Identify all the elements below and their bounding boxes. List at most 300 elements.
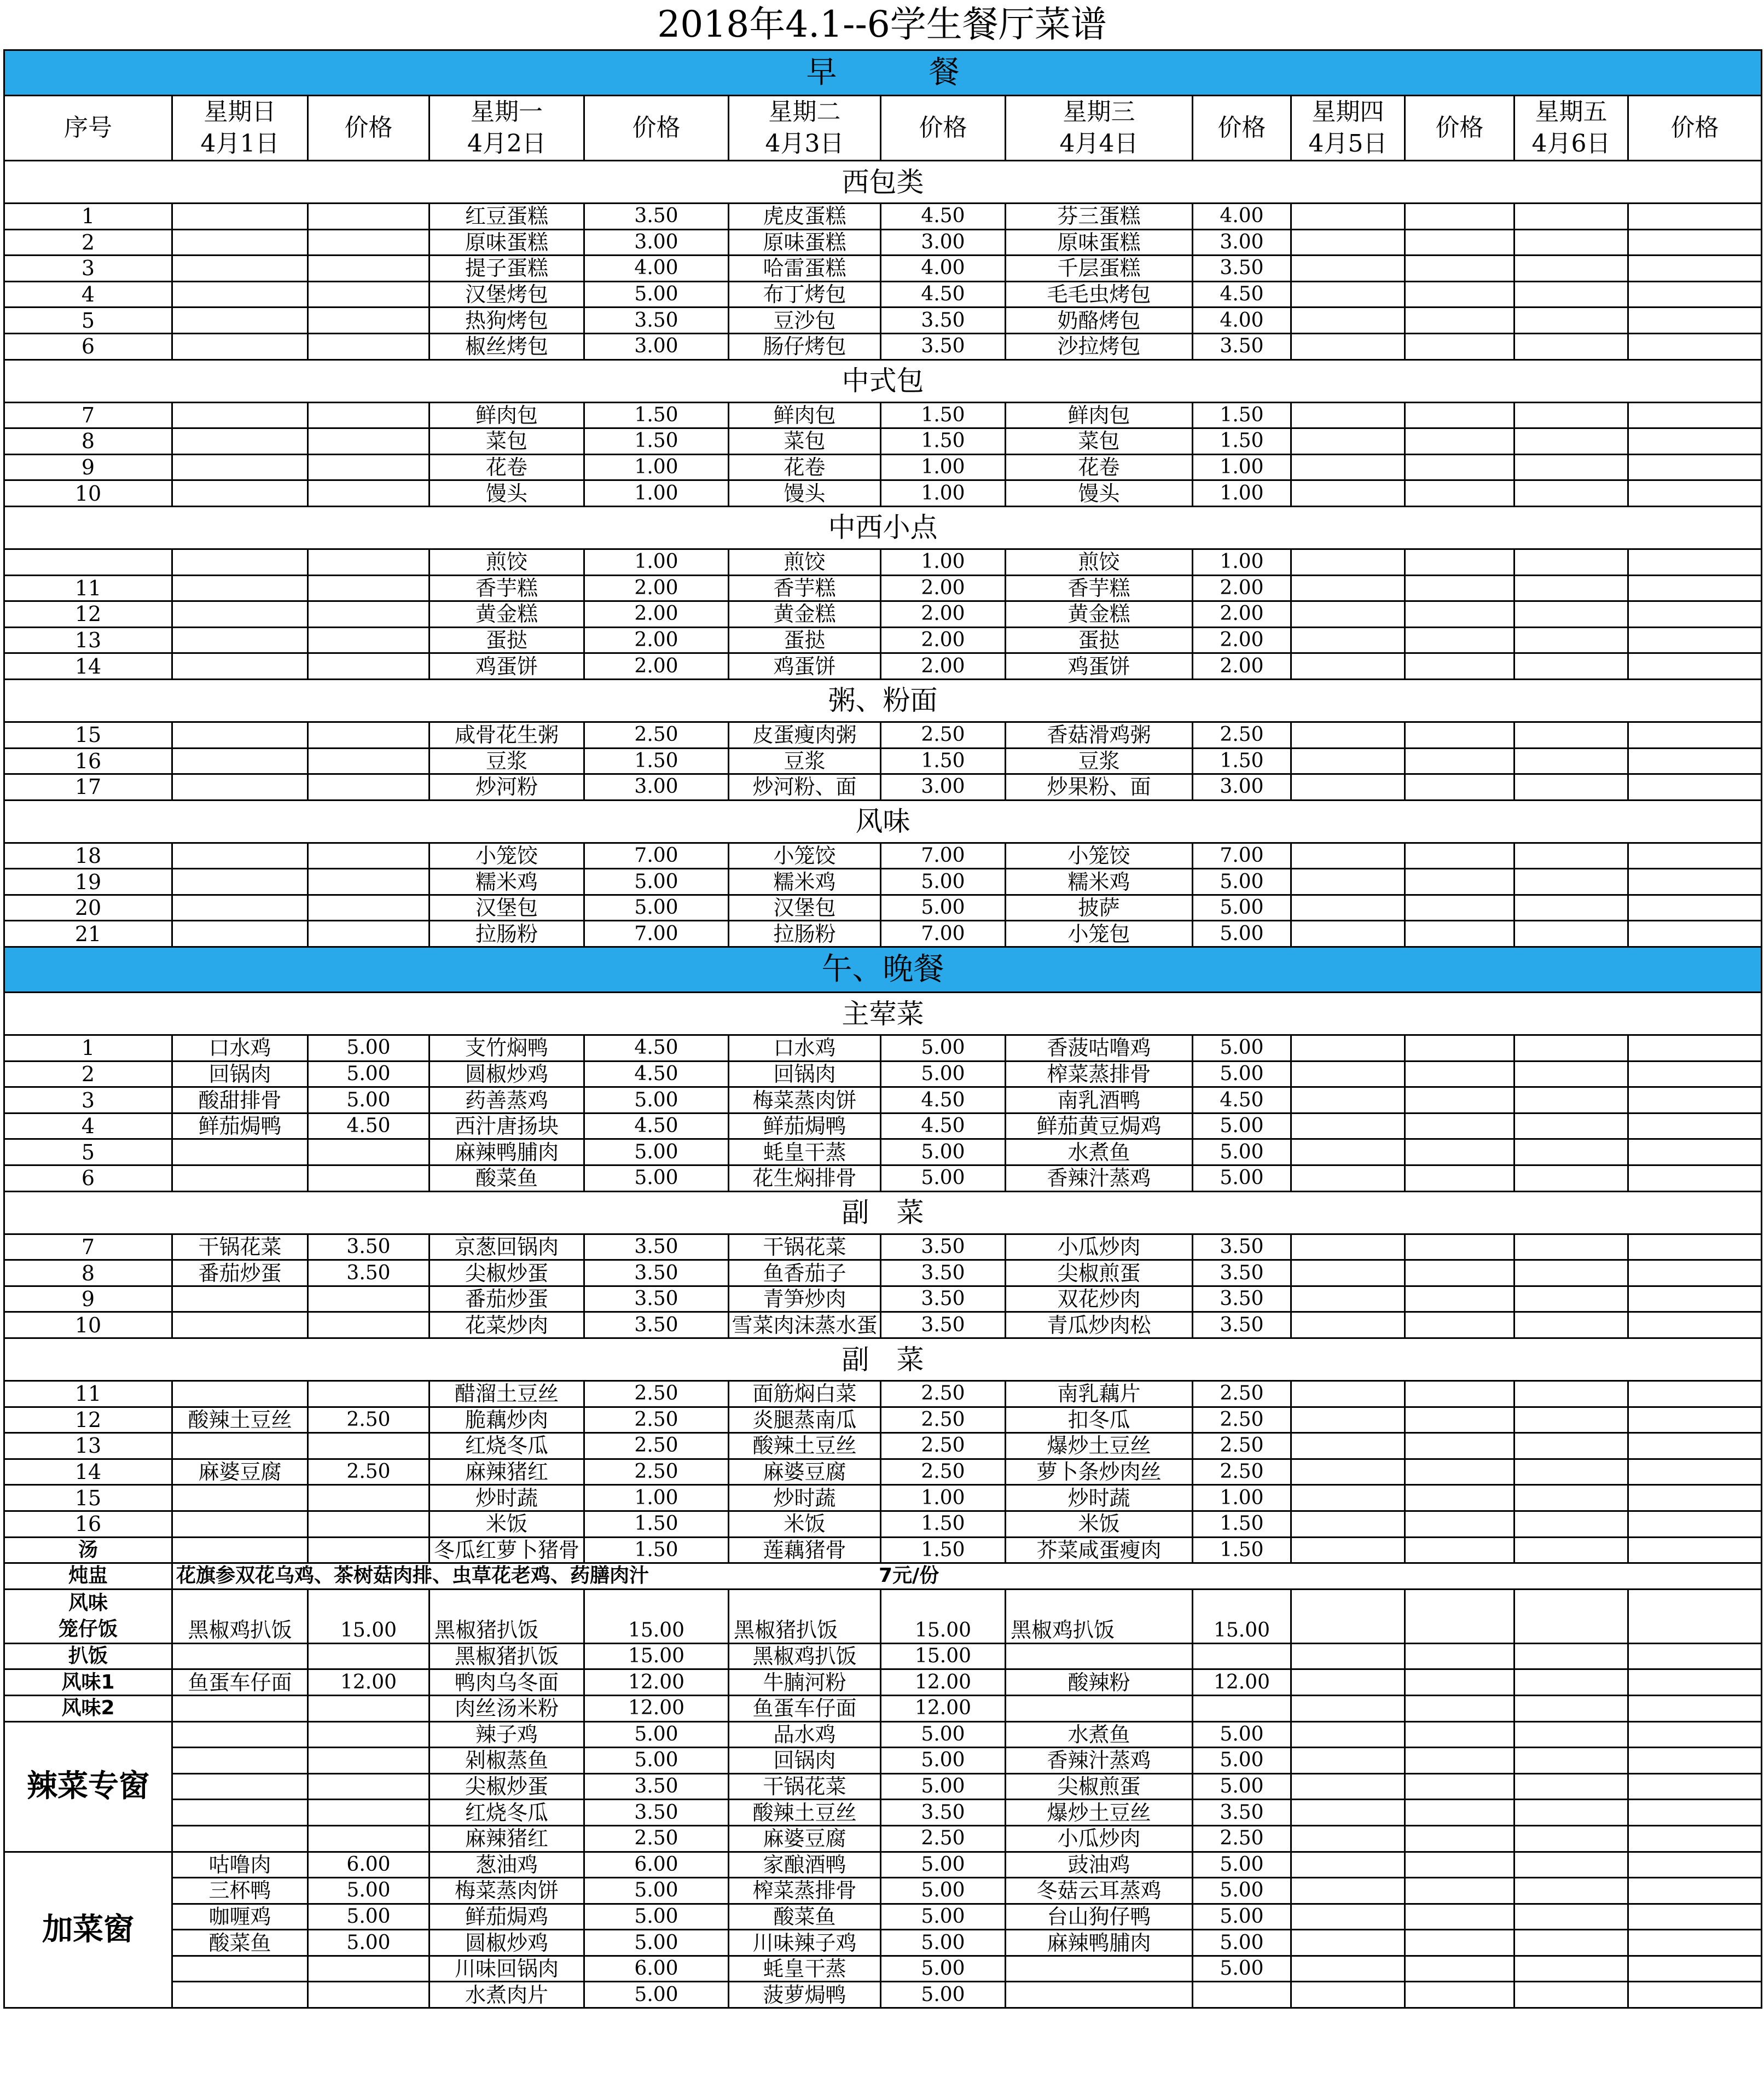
dish-cell: 川味辣子鸡 xyxy=(729,1930,881,1956)
dish-cell xyxy=(172,653,308,680)
dish-cell: 花生焖排骨 xyxy=(729,1165,881,1192)
header-row xyxy=(4,96,1762,161)
seq-cell: 12 xyxy=(4,601,172,628)
dish-cell: 糯米鸡 xyxy=(1006,869,1193,895)
dish-cell: 冬菇云耳蒸鸡 xyxy=(1006,1878,1193,1904)
seq-cell: 14 xyxy=(4,1459,172,1485)
price-cell xyxy=(308,1773,430,1800)
flavor2-row xyxy=(4,1695,1762,1721)
price-cell: 4.50 xyxy=(1193,281,1291,308)
empty-cell xyxy=(1628,1930,1762,1956)
empty-cell xyxy=(1628,281,1762,308)
flavor-label-2: 笼仔饭 xyxy=(58,1617,118,1640)
empty-cell xyxy=(1291,1407,1405,1433)
price-cell: 5.00 xyxy=(881,1878,1006,1904)
empty-cell xyxy=(1405,333,1515,359)
empty-cell xyxy=(1291,653,1405,680)
empty-cell xyxy=(1628,601,1762,628)
empty-cell xyxy=(1515,1800,1628,1826)
empty-cell xyxy=(1628,1643,1762,1669)
header-day-name: 星期四 xyxy=(1312,98,1384,126)
empty-cell xyxy=(1405,653,1515,680)
price-cell: 2.50 xyxy=(881,1825,1006,1852)
meal-band-lunch xyxy=(4,947,1762,993)
table-row xyxy=(4,229,1762,256)
price-cell xyxy=(308,1695,430,1721)
dish-cell: 香辣汁蒸鸡 xyxy=(1006,1165,1193,1192)
empty-cell xyxy=(1515,869,1628,895)
empty-cell xyxy=(1628,748,1762,774)
seq-cell: 14 xyxy=(4,653,172,680)
price-cell: 5.00 xyxy=(881,1773,1006,1800)
dish-cell xyxy=(172,281,308,308)
table-row xyxy=(4,428,1762,455)
price-cell: 5.00 xyxy=(1193,1113,1291,1139)
dish-cell: 支竹焖鸭 xyxy=(430,1035,584,1062)
dish-cell: 花菜炒肉 xyxy=(430,1312,584,1338)
price-cell: 5.00 xyxy=(1193,1748,1291,1774)
price-cell xyxy=(308,1800,430,1826)
dish-cell: 干锅花菜 xyxy=(729,1234,881,1260)
empty-cell xyxy=(1291,480,1405,507)
empty-cell xyxy=(1628,1485,1762,1511)
dish-cell: 黑椒鸡扒饭 xyxy=(172,1589,308,1643)
price-cell: 3.50 xyxy=(881,1260,1006,1286)
empty-cell xyxy=(1628,256,1762,282)
empty-cell xyxy=(1515,480,1628,507)
price-cell: 1.00 xyxy=(584,549,729,575)
flavor-label-3: 扒饭 xyxy=(4,1643,172,1669)
section-title: 副 菜 xyxy=(4,1338,1762,1381)
flavor-label xyxy=(4,1589,172,1643)
empty-cell xyxy=(1405,1286,1515,1312)
dish-cell: 馒头 xyxy=(729,480,881,507)
empty-cell xyxy=(1291,1312,1405,1338)
dish-cell: 馒头 xyxy=(1006,480,1193,507)
price-cell xyxy=(308,1643,430,1669)
price-cell: 2.50 xyxy=(1193,1381,1291,1407)
dish-cell: 毛毛虫烤包 xyxy=(1006,281,1193,308)
empty-cell xyxy=(1628,1537,1762,1563)
price-cell: 1.50 xyxy=(584,428,729,455)
dish-cell: 汉堡烤包 xyxy=(430,281,584,308)
empty-cell xyxy=(1291,843,1405,869)
price-cell: 5.00 xyxy=(881,1930,1006,1956)
dish-cell: 小笼饺 xyxy=(1006,843,1193,869)
price-cell: 7.00 xyxy=(584,921,729,947)
dish-cell: 辣子鸡 xyxy=(430,1721,584,1748)
dish-cell xyxy=(172,774,308,801)
header-day-name: 星期五 xyxy=(1535,98,1608,126)
price-cell xyxy=(308,204,430,230)
price-cell: 5.00 xyxy=(584,281,729,308)
empty-cell xyxy=(1291,454,1405,480)
dish-cell: 酸菜鱼 xyxy=(729,1904,881,1930)
empty-cell xyxy=(1628,1113,1762,1139)
price-cell: 2.50 xyxy=(1193,1459,1291,1485)
empty-cell xyxy=(1405,774,1515,801)
price-cell: 4.00 xyxy=(584,256,729,282)
table-row xyxy=(4,774,1762,801)
empty-cell xyxy=(1515,1407,1628,1433)
empty-cell xyxy=(1291,1165,1405,1192)
dish-cell: 香菇滑鸡粥 xyxy=(1006,722,1193,748)
price-cell: 12.00 xyxy=(584,1669,729,1696)
price-cell: 5.00 xyxy=(584,1087,729,1113)
table-row xyxy=(4,1312,1762,1338)
header-day-name: 星期三 xyxy=(1063,98,1135,126)
empty-cell xyxy=(1291,1669,1405,1696)
header-day-3 xyxy=(1006,96,1193,161)
table-row xyxy=(4,256,1762,282)
empty-cell xyxy=(1515,748,1628,774)
price-cell: 5.00 xyxy=(308,1904,430,1930)
dish-cell: 红烧冬瓜 xyxy=(430,1433,584,1459)
empty-cell xyxy=(1515,627,1628,653)
dish-cell: 披萨 xyxy=(1006,895,1193,921)
dish-cell xyxy=(172,1721,308,1748)
dish-cell: 黑椒猪扒饭 xyxy=(729,1589,881,1643)
empty-cell xyxy=(1405,575,1515,601)
seq-cell: 16 xyxy=(4,1511,172,1537)
table-row xyxy=(4,653,1762,680)
price-cell: 5.00 xyxy=(881,1748,1006,1774)
empty-cell xyxy=(1628,308,1762,334)
price-cell xyxy=(308,1537,430,1563)
empty-cell xyxy=(1291,1485,1405,1511)
price-cell xyxy=(308,480,430,507)
empty-cell xyxy=(1405,1852,1515,1878)
price-cell xyxy=(308,653,430,680)
header-day-2 xyxy=(729,96,881,161)
dish-cell: 肉丝汤米粉 xyxy=(430,1695,584,1721)
price-cell xyxy=(308,428,430,455)
seq-cell: 11 xyxy=(4,575,172,601)
empty-cell xyxy=(1405,204,1515,230)
empty-cell xyxy=(1291,601,1405,628)
header-day-date: 4月2日 xyxy=(467,130,546,158)
price-cell: 3.50 xyxy=(881,308,1006,334)
price-cell: 2.00 xyxy=(881,653,1006,680)
table-row xyxy=(4,308,1762,334)
section-row xyxy=(4,993,1762,1035)
price-cell: 5.00 xyxy=(881,895,1006,921)
dish-cell: 榨菜蒸排骨 xyxy=(1006,1061,1193,1087)
price-cell: 3.50 xyxy=(881,1800,1006,1826)
seq-cell: 13 xyxy=(4,1433,172,1459)
seq-cell: 20 xyxy=(4,895,172,921)
empty-cell xyxy=(1515,921,1628,947)
price-cell: 4.50 xyxy=(584,1113,729,1139)
empty-cell xyxy=(1628,1381,1762,1407)
empty-cell xyxy=(1515,1286,1628,1312)
empty-cell xyxy=(1515,653,1628,680)
section-title: 粥、粉面 xyxy=(4,679,1762,722)
dish-cell xyxy=(172,454,308,480)
dish-cell xyxy=(172,627,308,653)
empty-cell xyxy=(1291,281,1405,308)
price-cell: 5.00 xyxy=(1193,1904,1291,1930)
dish-cell: 酸菜鱼 xyxy=(172,1930,308,1956)
dish-cell: 麻辣猪红 xyxy=(430,1459,584,1485)
empty-cell xyxy=(1405,1485,1515,1511)
dish-cell xyxy=(172,843,308,869)
empty-cell xyxy=(1291,1433,1405,1459)
price-cell: 2.00 xyxy=(881,575,1006,601)
dish-cell: 沙拉烤包 xyxy=(1006,333,1193,359)
empty-cell xyxy=(1628,204,1762,230)
empty-cell xyxy=(1405,308,1515,334)
dish-cell xyxy=(172,204,308,230)
seq-cell: 4 xyxy=(4,281,172,308)
spicy-row xyxy=(4,1800,1762,1826)
price-cell: 15.00 xyxy=(584,1643,729,1669)
table-row xyxy=(4,333,1762,359)
dish-cell xyxy=(172,1537,308,1563)
empty-cell xyxy=(1515,229,1628,256)
dish-cell: 红烧冬瓜 xyxy=(430,1800,584,1826)
price-cell: 3.50 xyxy=(881,1286,1006,1312)
seq-cell: 5 xyxy=(4,1139,172,1165)
dish-cell xyxy=(172,1643,308,1669)
empty-cell xyxy=(1515,722,1628,748)
price-cell: 15.00 xyxy=(881,1589,1006,1643)
price-cell xyxy=(308,575,430,601)
dish-cell xyxy=(172,1433,308,1459)
dish-cell xyxy=(172,480,308,507)
seq-cell: 13 xyxy=(4,627,172,653)
table-row xyxy=(4,454,1762,480)
empty-cell xyxy=(1291,1286,1405,1312)
price-cell: 12.00 xyxy=(881,1695,1006,1721)
table-row xyxy=(4,895,1762,921)
dish-cell: 豆浆 xyxy=(1006,748,1193,774)
empty-cell xyxy=(1628,774,1762,801)
price-cell xyxy=(308,1721,430,1748)
empty-cell xyxy=(1515,1930,1628,1956)
price-cell xyxy=(308,1312,430,1338)
table-row xyxy=(4,1234,1762,1260)
dish-cell: 回锅肉 xyxy=(729,1748,881,1774)
price-cell xyxy=(308,549,430,575)
dish-cell: 口水鸡 xyxy=(172,1035,308,1062)
section-title: 西包类 xyxy=(4,161,1762,204)
empty-cell xyxy=(1515,1381,1628,1407)
price-cell: 3.50 xyxy=(1193,1800,1291,1826)
empty-cell xyxy=(1628,1286,1762,1312)
dish-cell: 黑椒猪扒饭 xyxy=(430,1643,584,1669)
empty-cell xyxy=(1515,1433,1628,1459)
price-cell: 3.50 xyxy=(584,1234,729,1260)
dish-cell: 鲜茄黄豆焗鸡 xyxy=(1006,1113,1193,1139)
price-cell xyxy=(1193,1695,1291,1721)
empty-cell xyxy=(1405,256,1515,282)
price-cell: 5.00 xyxy=(1193,1852,1291,1878)
empty-cell xyxy=(1291,1139,1405,1165)
price-cell: 5.00 xyxy=(308,1061,430,1087)
seq-cell: 3 xyxy=(4,256,172,282)
price-cell: 2.50 xyxy=(584,1433,729,1459)
empty-cell xyxy=(1291,1381,1405,1407)
price-cell: 12.00 xyxy=(1193,1669,1291,1696)
dish-cell xyxy=(172,402,308,428)
dish-cell xyxy=(172,601,308,628)
empty-cell xyxy=(1515,1113,1628,1139)
dish-cell: 花卷 xyxy=(729,454,881,480)
empty-cell xyxy=(1628,869,1762,895)
flavor1-row xyxy=(4,1669,1762,1696)
empty-cell xyxy=(1628,1087,1762,1113)
extra-row xyxy=(4,1956,1762,1982)
table-row xyxy=(4,1113,1762,1139)
spicy-window-label: 辣菜专窗 xyxy=(4,1721,172,1852)
table-row xyxy=(4,869,1762,895)
price-cell: 2.00 xyxy=(1193,601,1291,628)
header-day-date: 4月6日 xyxy=(1531,130,1611,158)
empty-cell xyxy=(1628,722,1762,748)
price-cell xyxy=(308,1286,430,1312)
empty-cell xyxy=(1405,1260,1515,1286)
dish-cell: 香菠咕噜鸡 xyxy=(1006,1035,1193,1062)
dish-cell xyxy=(1006,1982,1193,2008)
price-cell: 3.00 xyxy=(584,333,729,359)
dish-cell: 家酿酒鸭 xyxy=(729,1852,881,1878)
empty-cell xyxy=(1515,1982,1628,2008)
empty-cell xyxy=(1405,1748,1515,1774)
empty-cell xyxy=(1628,1773,1762,1800)
price-cell: 5.00 xyxy=(1193,1035,1291,1062)
stew-row xyxy=(4,1563,1762,1590)
empty-cell xyxy=(1291,1061,1405,1087)
empty-cell xyxy=(1405,1061,1515,1087)
seq-cell: 7 xyxy=(4,402,172,428)
dish-cell: 酸甜排骨 xyxy=(172,1087,308,1113)
dish-cell: 蚝皇干蒸 xyxy=(729,1139,881,1165)
empty-cell xyxy=(1405,1459,1515,1485)
price-cell: 2.00 xyxy=(584,575,729,601)
seq-cell: 5 xyxy=(4,308,172,334)
price-cell xyxy=(308,1982,430,2008)
dish-cell: 麻辣鸭脯肉 xyxy=(1006,1930,1193,1956)
dish-cell: 水煮鱼 xyxy=(1006,1139,1193,1165)
table-row xyxy=(4,1381,1762,1407)
empty-cell xyxy=(1515,549,1628,575)
empty-cell xyxy=(1291,1800,1405,1826)
dish-cell: 豉油鸡 xyxy=(1006,1852,1193,1878)
empty-cell xyxy=(1291,333,1405,359)
price-cell: 3.50 xyxy=(584,1260,729,1286)
seq-cell: 15 xyxy=(4,722,172,748)
price-cell: 3.50 xyxy=(881,333,1006,359)
empty-cell xyxy=(1515,1878,1628,1904)
header-seq: 序号 xyxy=(4,96,172,161)
price-cell: 7.00 xyxy=(1193,843,1291,869)
empty-cell xyxy=(1291,748,1405,774)
empty-cell xyxy=(1405,480,1515,507)
dish-cell: 尖椒炒蛋 xyxy=(430,1260,584,1286)
price-cell: 1.50 xyxy=(881,1537,1006,1563)
header-day-5 xyxy=(1515,96,1628,161)
extra-row xyxy=(4,1904,1762,1930)
dish-cell: 品水鸡 xyxy=(729,1721,881,1748)
dish-cell: 扣冬瓜 xyxy=(1006,1407,1193,1433)
price-cell: 15.00 xyxy=(308,1589,430,1643)
dish-cell: 椒丝烤包 xyxy=(430,333,584,359)
empty-cell xyxy=(1515,1061,1628,1087)
dish-cell: 鲜茄焗鸭 xyxy=(172,1113,308,1139)
price-cell xyxy=(308,281,430,308)
dish-cell: 黄金糕 xyxy=(1006,601,1193,628)
table-row xyxy=(4,549,1762,575)
section-row xyxy=(4,800,1762,843)
empty-cell xyxy=(1405,1878,1515,1904)
empty-cell xyxy=(1405,454,1515,480)
dish-cell: 冬瓜红萝卜猪骨 xyxy=(430,1537,584,1563)
dish-cell: 剁椒蒸鱼 xyxy=(430,1748,584,1774)
seq-cell: 8 xyxy=(4,428,172,455)
dish-cell: 梅菜蒸肉饼 xyxy=(729,1087,881,1113)
price-cell: 5.00 xyxy=(1193,895,1291,921)
price-cell: 1.00 xyxy=(881,1485,1006,1511)
dish-cell: 醋溜土豆丝 xyxy=(430,1381,584,1407)
empty-cell xyxy=(1405,1113,1515,1139)
dish-cell: 干锅花菜 xyxy=(172,1234,308,1260)
price-cell xyxy=(308,308,430,334)
price-cell: 1.50 xyxy=(1193,1537,1291,1563)
price-cell: 4.50 xyxy=(584,1035,729,1062)
dish-cell xyxy=(1006,1643,1193,1669)
price-cell: 4.50 xyxy=(881,281,1006,308)
empty-cell xyxy=(1291,627,1405,653)
dish-cell: 咖喱鸡 xyxy=(172,1904,308,1930)
dish-cell: 干锅花菜 xyxy=(729,1773,881,1800)
empty-cell xyxy=(1405,1433,1515,1459)
dish-cell: 面筋焖白菜 xyxy=(729,1381,881,1407)
price-cell xyxy=(308,1381,430,1407)
price-cell: 5.00 xyxy=(584,895,729,921)
price-cell: 5.00 xyxy=(881,1139,1006,1165)
dish-cell: 双花炒肉 xyxy=(1006,1286,1193,1312)
price-cell: 15.00 xyxy=(881,1643,1006,1669)
dish-cell xyxy=(172,549,308,575)
dish-cell xyxy=(172,869,308,895)
empty-cell xyxy=(1515,1087,1628,1113)
table-row xyxy=(4,1459,1762,1485)
empty-cell xyxy=(1405,843,1515,869)
stew-price: 7元/份 xyxy=(879,1564,939,1587)
header-day-0 xyxy=(172,96,308,161)
price-cell: 1.00 xyxy=(1193,480,1291,507)
price-cell: 3.50 xyxy=(1193,333,1291,359)
empty-cell xyxy=(1291,722,1405,748)
price-cell: 4.00 xyxy=(881,256,1006,282)
price-cell: 1.50 xyxy=(584,1537,729,1563)
price-cell: 15.00 xyxy=(1193,1589,1291,1643)
empty-cell xyxy=(1628,1956,1762,1982)
price-cell: 1.00 xyxy=(881,454,1006,480)
dish-cell: 麻婆豆腐 xyxy=(172,1459,308,1485)
empty-cell xyxy=(1405,1537,1515,1563)
table-row xyxy=(4,921,1762,947)
empty-cell xyxy=(1628,1459,1762,1485)
dish-cell: 炒时蔬 xyxy=(1006,1485,1193,1511)
dish-cell: 鲜肉包 xyxy=(430,402,584,428)
dish-cell: 香芋糕 xyxy=(1006,575,1193,601)
header-day-name: 星期一 xyxy=(471,98,543,126)
price-cell: 3.50 xyxy=(308,1234,430,1260)
empty-cell xyxy=(1405,1695,1515,1721)
dish-cell: 榨菜蒸排骨 xyxy=(729,1878,881,1904)
